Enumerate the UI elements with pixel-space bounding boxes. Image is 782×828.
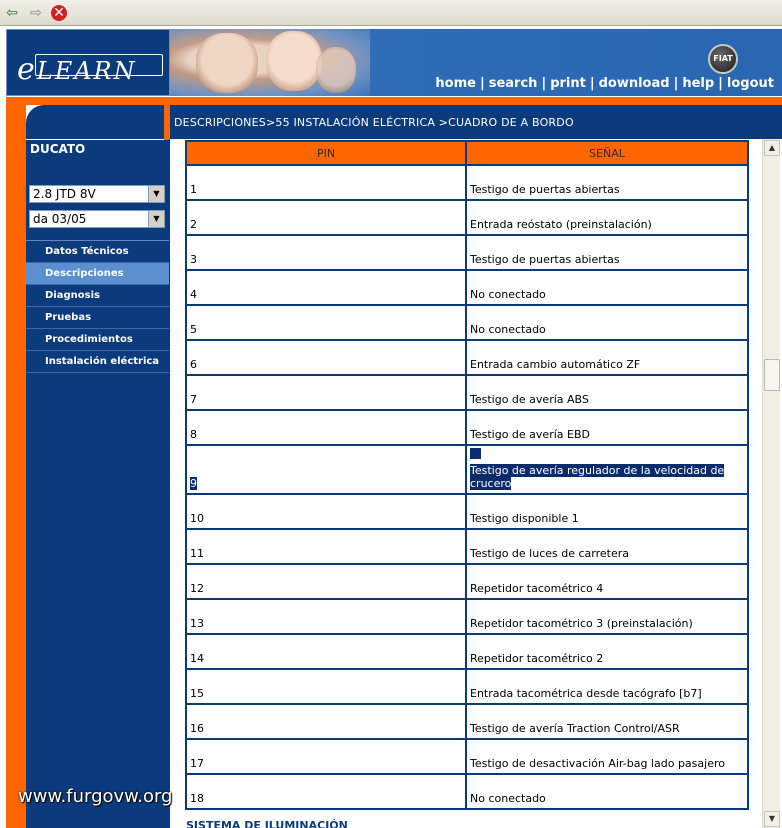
pin-cell — [186, 704, 466, 739]
pin-cell — [186, 599, 466, 634]
table-row — [186, 599, 748, 634]
sidebar — [26, 140, 169, 828]
pin-cell — [186, 305, 466, 340]
date-select-value: da 03/05 — [33, 212, 87, 226]
signal-cell — [466, 165, 748, 200]
signal-text: Testigo de puertas abiertas — [470, 183, 620, 196]
signal-text: Testigo de desactivación Air-bag lado pasajero — [470, 757, 725, 770]
signal-text: No conectado — [470, 323, 546, 336]
pin-number: 9 — [190, 477, 197, 490]
signal-cell — [466, 235, 748, 270]
chevron-down-icon[interactable]: ▼ — [148, 211, 164, 227]
table-row — [186, 739, 748, 774]
table-row — [186, 704, 748, 739]
sidebar-item-procedimientos[interactable]: Procedimientos — [26, 329, 169, 351]
orange-band — [6, 97, 782, 105]
table-row — [186, 235, 748, 270]
model-title: DUCATO — [30, 142, 86, 156]
nav-search-link[interactable]: search — [488, 76, 538, 91]
pin-number: 1 — [190, 183, 197, 196]
pin-number: 3 — [190, 253, 197, 266]
signal-cell — [466, 410, 748, 445]
signal-text: No conectado — [470, 288, 546, 301]
nav-separator: | — [479, 76, 485, 91]
signal-text: Repetidor tacométrico 2 — [470, 652, 604, 665]
elearn-logo — [6, 29, 170, 96]
signal-text: Repetidor tacométrico 4 — [470, 582, 604, 595]
watermark: www.furgovw.org — [18, 786, 173, 807]
signal-text: Entrada reóstato (preinstalación) — [470, 218, 652, 231]
table-row — [186, 564, 748, 599]
table-row — [186, 375, 748, 410]
scroll-up-icon[interactable]: ▲ — [764, 140, 780, 156]
pin-number: 13 — [190, 617, 204, 630]
table-row — [186, 200, 748, 235]
column-header-signal: SEÑAL — [466, 141, 748, 165]
table-body — [186, 165, 748, 809]
nav-download-link[interactable]: download — [598, 76, 670, 91]
signal-cell — [466, 739, 748, 774]
pin-number: 16 — [190, 722, 204, 735]
logo-rest: LEARN — [36, 57, 137, 85]
sidebar-item-descripciones[interactable]: Descripciones — [26, 263, 169, 285]
sidebar-item-instalacion-electrica[interactable]: Instalación eléctrica — [26, 351, 169, 373]
nav-separator: | — [673, 76, 679, 91]
table-row — [186, 165, 748, 200]
back-arrow-icon[interactable]: ⇦ — [6, 5, 18, 21]
signal-cell — [466, 445, 748, 494]
browser-toolbar — [0, 0, 782, 26]
pin-number: 4 — [190, 288, 197, 301]
engine-select-value: 2.8 JTD 8V — [33, 187, 96, 201]
photo-face — [266, 31, 322, 91]
pin-cell — [186, 235, 466, 270]
signal-text: Testigo de avería regulador de la velocidad de crucero — [470, 464, 725, 490]
sidebar-menu — [26, 240, 169, 373]
signal-cell — [466, 564, 748, 599]
table-row — [186, 340, 748, 375]
vertical-scrollbar[interactable] — [762, 139, 780, 828]
pin-number: 18 — [190, 792, 204, 805]
pin-number: 12 — [190, 582, 204, 595]
page-frame — [0, 26, 782, 828]
table-row — [186, 634, 748, 669]
logo-text — [17, 52, 137, 87]
scroll-down-icon[interactable]: ▼ — [764, 811, 780, 827]
pin-number: 5 — [190, 323, 197, 336]
signal-text: Testigo de avería EBD — [470, 428, 590, 441]
breadcrumb-bar — [170, 105, 782, 139]
signal-cell — [466, 494, 748, 529]
pin-cell — [186, 529, 466, 564]
pin-cell — [186, 669, 466, 704]
column-header-pin: PIN — [186, 141, 466, 165]
pin-cell — [186, 410, 466, 445]
signal-cell — [466, 340, 748, 375]
scrollbar-thumb[interactable] — [764, 359, 780, 391]
top-navigation — [435, 76, 774, 91]
signal-cell — [466, 375, 748, 410]
signal-cell — [466, 669, 748, 704]
sidebar-item-datos-tecnicos[interactable]: Datos Técnicos — [26, 241, 169, 263]
nav-home-link[interactable]: home — [435, 76, 476, 91]
pin-number: 7 — [190, 393, 197, 406]
signal-text: Testigo de puertas abiertas — [470, 253, 620, 266]
header-banner — [170, 29, 782, 96]
nav-separator: | — [589, 76, 595, 91]
pin-number: 2 — [190, 218, 197, 231]
signal-text: Testigo de avería ABS — [470, 393, 589, 406]
nav-separator: | — [718, 76, 723, 91]
nav-logout-link[interactable]: logout — [726, 76, 774, 91]
table-row — [186, 445, 748, 494]
signal-cell — [466, 599, 748, 634]
pin-cell — [186, 375, 466, 410]
pin-cell — [186, 634, 466, 669]
signal-text: Testigo disponible 1 — [470, 512, 579, 525]
signal-text: No conectado — [470, 792, 546, 805]
pin-cell — [186, 270, 466, 305]
signal-cell — [466, 529, 748, 564]
logo-initial: e — [17, 52, 37, 87]
pin-cell — [186, 165, 466, 200]
banner-photo — [170, 29, 370, 96]
pin-number: 15 — [190, 687, 204, 700]
sidebar-item-pruebas[interactable]: Pruebas — [26, 307, 169, 329]
table-row — [186, 494, 748, 529]
section-heading[interactable]: SISTEMA DE ILUMINACIÓN — [186, 819, 348, 828]
page-header — [6, 29, 782, 96]
pin-number: 6 — [190, 358, 197, 371]
pin-cell — [186, 445, 466, 494]
pin-cell — [186, 739, 466, 774]
signal-cell — [466, 704, 748, 739]
nav-help-link[interactable]: help — [682, 76, 715, 91]
breadcrumb: DESCRIPCIONES>55 INSTALACIÓN ELÉCTRICA >CUADRO DE A BORDO — [174, 116, 574, 129]
chevron-down-icon[interactable]: ▼ — [148, 186, 164, 202]
date-select[interactable] — [29, 210, 165, 228]
pin-cell — [186, 200, 466, 235]
table-row — [186, 669, 748, 704]
table-header-row — [186, 141, 748, 165]
photo-face — [316, 47, 356, 93]
signal-text: Testigo de luces de carretera — [470, 547, 630, 560]
pin-number: 10 — [190, 512, 204, 525]
pin-cell — [186, 564, 466, 599]
signal-text: Entrada cambio automático ZF — [470, 358, 641, 371]
table-row — [186, 410, 748, 445]
fiat-logo-icon: FIAT — [708, 44, 738, 74]
table-row — [186, 270, 748, 305]
table-row — [186, 774, 748, 809]
nav-separator: | — [541, 76, 547, 91]
stop-icon[interactable]: ✕ — [51, 5, 67, 21]
pin-cell — [186, 774, 466, 809]
selection-mark — [470, 448, 481, 459]
table-row — [186, 529, 748, 564]
breadcrumb-corner — [26, 105, 164, 139]
forward-arrow-icon[interactable]: ⇨ — [30, 5, 42, 21]
photo-face — [196, 33, 258, 93]
orange-side-band — [6, 97, 26, 828]
pin-number: 11 — [190, 547, 204, 560]
signal-text: Testigo de avería Traction Control/ASR — [470, 722, 680, 735]
pin-number: 14 — [190, 652, 204, 665]
signal-cell — [466, 305, 748, 340]
signal-cell — [466, 270, 748, 305]
pin-cell — [186, 340, 466, 375]
signal-text: Repetidor tacométrico 3 (preinstalación) — [470, 617, 693, 630]
nav-print-link[interactable]: print — [550, 76, 586, 91]
signal-cell — [466, 200, 748, 235]
pin-number: 17 — [190, 757, 204, 770]
main-content — [170, 139, 762, 828]
table-row — [186, 305, 748, 340]
pin-cell — [186, 494, 466, 529]
sidebar-item-diagnosis[interactable]: Diagnosis — [26, 285, 169, 307]
signal-text: Entrada tacométrica desde tacógrafo [b7] — [470, 687, 702, 700]
engine-select[interactable] — [29, 185, 165, 203]
signal-cell — [466, 774, 748, 809]
pin-number: 8 — [190, 428, 197, 441]
pin-table — [185, 140, 749, 810]
signal-cell — [466, 634, 748, 669]
